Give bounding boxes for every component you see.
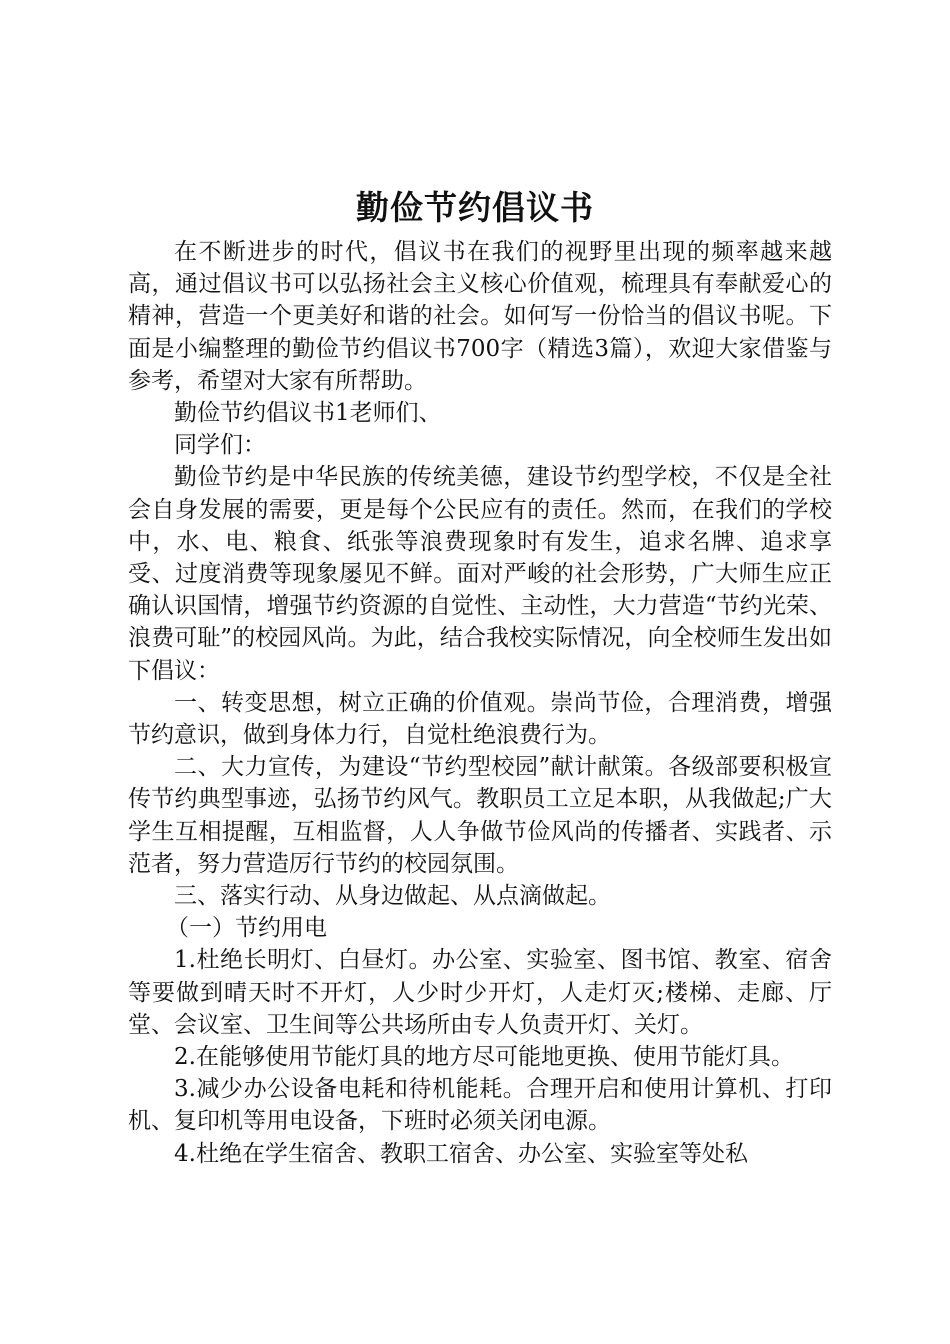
paragraph-item-1: 1.杜绝长明灯、白昼灯。办公室、实验室、图书馆、教室、宿舍等要做到晴天时不开灯，人少时少开灯，人走灯灭;楼梯、走廊、厅堂、会议室、卫生间等公共场所由专人负责开灯、关灯。 — [128, 947, 832, 1038]
paragraph-item-4: 4.杜绝在学生宿舍、教职工宿舍、办公室、实验室等处私 — [174, 1140, 748, 1167]
paragraph-item-2: 2.在能够使用节能灯具的地方尽可能地更换、使用节能灯具。 — [174, 1044, 794, 1071]
paragraph-point-2: 二、大力宣传，为建设“节约型校园”献计献策。各级部要积极宣传节约典型事迹，弘扬节约风气。教职员工立足本职，从我做起;广大学生互相提醒，互相监督，人人争做节俭风尚的传播者、实践者、示范者，努力营造厉行节约的校园氛围。 — [128, 754, 832, 877]
paragraph-point-1: 一、转变思想，树立正确的价值观。崇尚节俭，合理消费，增强节约意识，做到身体力行，自觉杜绝浪费行为。 — [128, 689, 832, 749]
document-title: 勤俭节约倡议书 — [356, 188, 594, 227]
paragraph-body: 勤俭节约是中华民族的传统美德，建设节约型学校，不仅是全社会自身发展的需要，更是每个公民应有的责任。然而，在我们的学校中，水、电、粮食、纸张等浪费现象时有发生，追求名牌、追求享受、过度消费等现象屡见不鲜。面对严峻的社会形势，广大师生应正确认识国情，增强节约资源的自觉性、主动性，大力营造“节约光荣、浪费可耻”的校园风尚。为此，结合我校实际情况，向全校师生发出如下倡议： — [128, 464, 832, 684]
paragraph-point-3: 三、落实行动、从身边做起、从点滴做起。 — [174, 883, 611, 910]
paragraph-heading-1: 勤俭节约倡议书1老师们、 — [174, 400, 442, 427]
paragraph-intro: 在不断进步的时代，倡议书在我们的视野里出现的频率越来越高，通过倡议书可以弘扬社会主义核心价值观，梳理具有奉献爱心的精神，营造一个更美好和谐的社会。如何写一份恰当的倡议书呢。下面是小编整理的勤俭节约倡议书700字（精选3篇），欢迎大家借鉴与参考，希望对大家有所帮助。 — [128, 239, 832, 394]
document-body — [128, 236, 832, 1170]
paragraph-item-3: 3.减少办公设备电耗和待机能耗。合理开启和使用计算机、打印机、复印机等用电设备，下班时必须关闭电源。 — [128, 1076, 832, 1135]
paragraph-subheading: （一）节约用电 — [165, 915, 327, 942]
paragraph-salutation: 同学们： — [174, 432, 266, 459]
